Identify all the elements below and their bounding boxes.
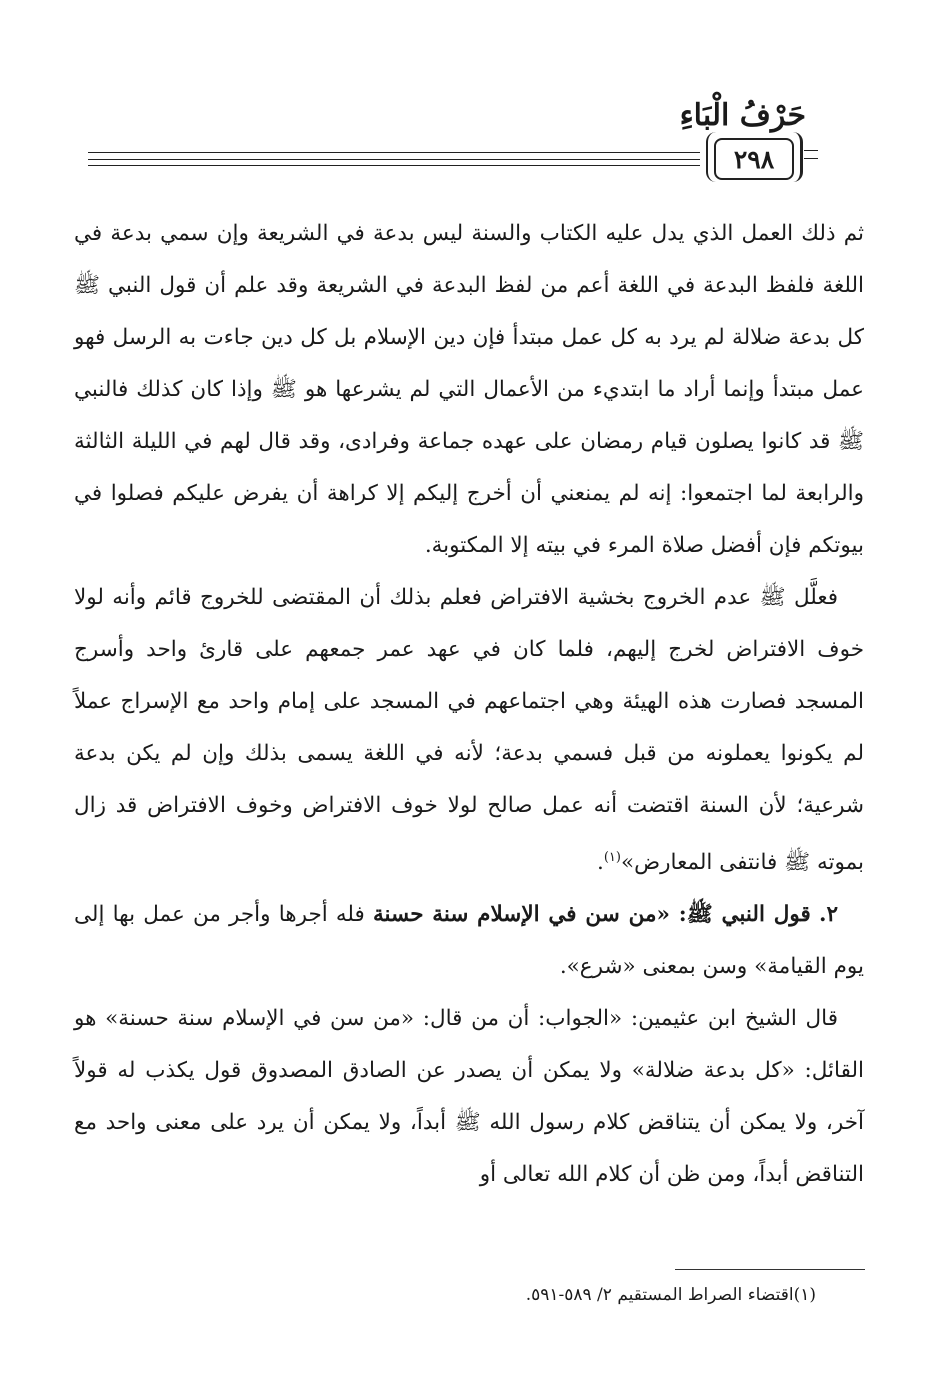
body-text <box>74 208 864 1201</box>
paragraph-2-end: . <box>597 850 604 876</box>
item-2-heading: قول النبي ﷺ: «من سن في الإسلام سنة حسنة <box>373 902 811 928</box>
page-number: ٢٩٨ <box>714 138 794 180</box>
header-ornament <box>804 150 818 159</box>
header-rule-middle <box>88 159 700 160</box>
footnote-1: (١)اقتضاء الصراط المستقيم ٢/ ٥٨٩-٥٩١. <box>525 1285 816 1305</box>
footnote-reference: (١) <box>603 850 621 865</box>
chapter-title: حَرْفُ الْبَاءِ <box>679 98 806 133</box>
paragraph-2 <box>74 572 864 889</box>
item-2 <box>74 889 864 993</box>
paragraph-1: ثم ذلك العمل الذي يدل عليه الكتاب والسنة ليس بدعة في الشريعة وإن سمي بدعة في اللغة فلفظ البدعة في اللغة أعم من لفظ البدعة في الشريعة وقد علم أن قول النبي ﷺ كل بدعة ضلالة لم يرد به كل عمل مبتدأ فإن دين الإسلام بل كل دين جاءت به الرسل فهو عمل مبتدأ وإنما أراد ما ابتديء من الأعمال التي لم يشرعها هو ﷺ وإذا كان كذلك فالنبي ﷺ قد كانوا يصلون قيام رمضان على عهده جماعة وفرادى، وقد قال لهم في الليلة الثالثة والرابعة لما اجتمعوا: إنه لم يمنعني أن أخرج إليكم إلا كراهة أن يفرض عليكم فصلوا في بيوتكم فإن أفضل صلاة المرء في بيته إلا المكتوبة. <box>74 221 864 558</box>
item-2-number: ٢. <box>818 902 838 928</box>
header-rule-upper <box>88 152 700 153</box>
footnote-divider <box>675 1269 865 1270</box>
paragraph-3: قال الشيخ ابن عثيمين: «الجواب: أن من قال: «من سن في الإسلام سنة حسنة» هو القائل: «كل بدعة ضلالة» ولا يمكن أن يصدر عن الصادق المصدوق قول يكذب له قولاً آخر، ولا يمكن أن يتناقض كلام رسول الله ﷺ أبداً، ولا يمكن أن يرد على معنى واحد مع التناقض أبداً، ومن ظن أن كلام الله تعالى أو <box>74 1006 864 1188</box>
header-rule-lower <box>88 165 700 166</box>
item-2-text: فله أجرها وأجر من عمل بها إلى يوم القيامة» وسن بمعنى «شرع». <box>74 902 864 980</box>
paragraph-2-text: فعلَّل ﷺ عدم الخروج بخشية الافتراض فعلم بذلك أن المقتضى للخروج قائم وأنه لولا خوف الافتراض لخرج إليهم، فلما كان في عهد عمر جمعهم على قارئ واحد وأسرج المسجد فصارت هذه الهيئة وهي اجتماعهم في المسجد على إمام واحد مع الإسراج عملاً لم يكونوا يعملونه من قبل فسمي بدعة؛ لأنه في اللغة يسمى بذلك وإن لم يكن بدعة شرعية؛ لأن السنة اقتضت أنه عمل صالح لولا خوف الافتراض وخوف الافتراض قد زال بموته ﷺ فانتفى المعارض» <box>74 585 864 876</box>
